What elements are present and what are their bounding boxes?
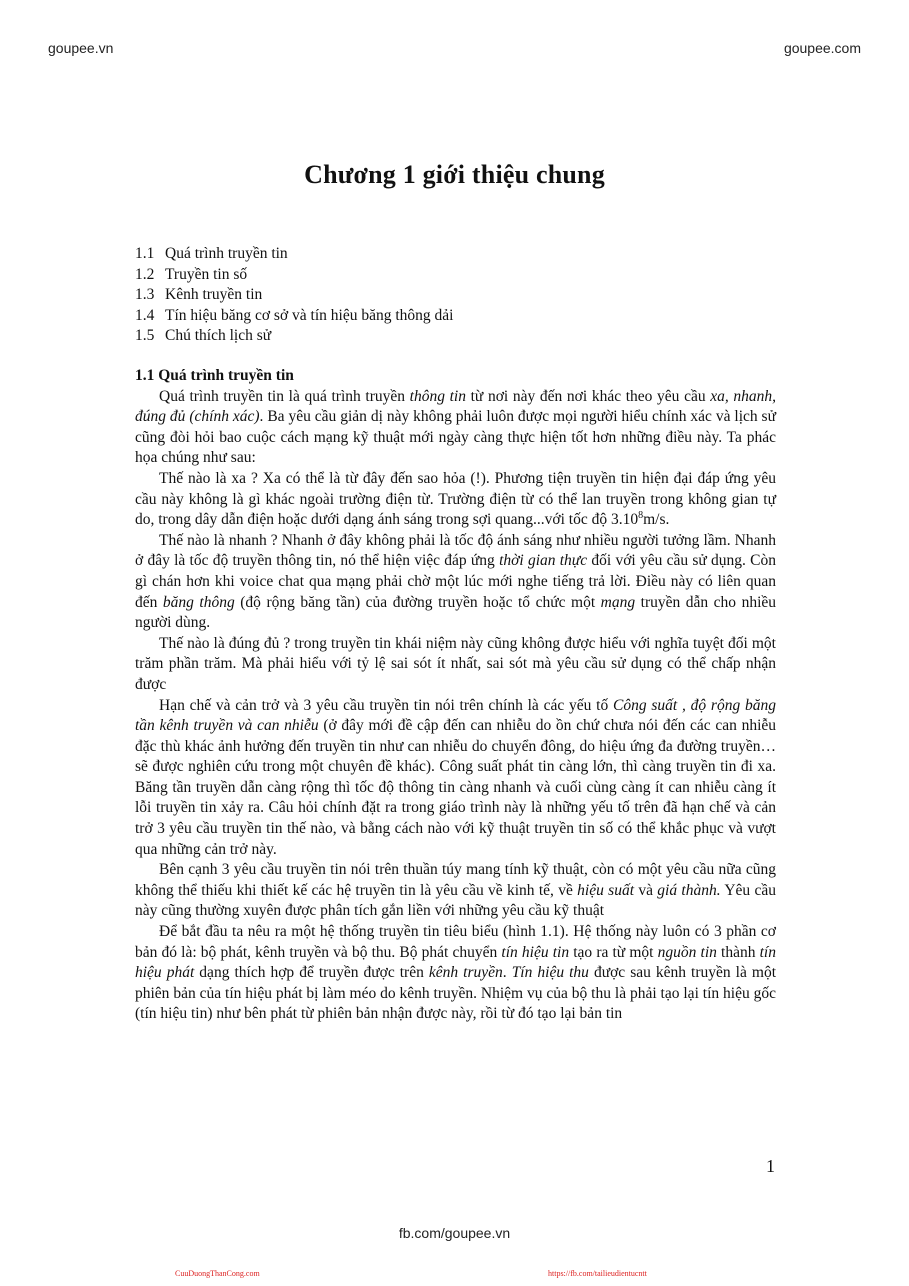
toc-item: 1.1 Quá trình truyền tin bbox=[135, 245, 288, 262]
table-of-contents bbox=[135, 244, 453, 347]
paragraph-5: Hạn chế và cản trở và 3 yêu cầu truyền tin nói trên chính là các yếu tố Công suất , độ rộng băng tần kênh truyền và can nhiễu (ở đây mới đề cập đến can nhiễu do ồn chứ chưa nói đến các can nhiễu đặc thù khác ảnh hưởng đến truyền tin như can nhiễu do chuyển đông, do hiệu ứng đa đường truyền…sẽ được nghiên cứu trong một chuyên đề khác). Công suất phát tin càng lớn, thì càng truyền tin đi xa. Băng tần truyền dẫn càng rộng thì tốc độ thông tin càng nhanh và cuối cùng càng ít can nhiễu càng ít lỗi truyền tin xảy ra. Câu hỏi chính đặt ra trong giáo trình này là những yếu tố trên đã hạn chế và cản trở 3 yêu cầu truyền tin thế nào, và bằng cách nào với kỹ thuật truyền tin số có thể khắc phục và vượt qua những cản trở này. bbox=[135, 696, 777, 858]
page-number: 1 bbox=[766, 1156, 775, 1176]
paragraph-6: Bên cạnh 3 yêu cầu truyền tin nói trên thuần túy mang tính kỹ thuật, còn có một yêu cầu nữa cũng không thể thiếu khi thiết kế các hệ truyền tin là yêu cầu về kinh tế, về hiệu suất và giá thành. Yêu cầu này cũng thường xuyên được phân tích gắn liền với những yêu cầu kỹ thuật bbox=[135, 861, 776, 920]
toc-item: 1.3 Kênh truyền tin bbox=[135, 286, 263, 304]
header-right: goupee.com bbox=[783, 40, 861, 56]
toc-item: 1.5 Chú thích lịch sử bbox=[135, 327, 272, 345]
paragraph-1: Quá trình truyền tin là quá trình truyền thông tin từ nơi này đến nơi khác theo yêu cầu xa, nhanh, đúng đủ (chính xác). Ba yêu cầu giản dị này không phải luôn được mọi người hiểu chính xác và lịch sử cũng đòi hỏi bao cuộc cách mạng kỹ thuật mới ngày càng thực hiện tốt hơn những điều này. Ta phác họa chúng như sau: bbox=[135, 387, 777, 467]
paragraph-3: Thế nào là nhanh ? Nhanh ở đây không phải là tốc độ ánh sáng như nhiều người tưởng lầm. Nhanh ở đây là tốc độ truyền thông tin, nó thể hiện việc đáp ứng thời gian thực đối với yêu cầu sử dụng. Còn gì chán hơn khi voice chat qua mạng phải chờ một lúc mới nghe tiếng trả lời. Điều này có liên quan đến băng thông (độ rộng băng tần) của đường truyền hoặc tổ chức một mạng truyền dẫn cho nhiều người dùng. bbox=[135, 531, 777, 632]
footer-link[interactable]: fb.com/goupee.vn bbox=[398, 1225, 511, 1241]
toc-item: 1.4 Tín hiệu băng cơ sở và tín hiệu băng thông dải bbox=[135, 306, 454, 324]
watermark-left[interactable]: CuuDuongThanCong.com bbox=[175, 1269, 260, 1278]
watermark-right[interactable]: https://fb.com/tailieudientucntt bbox=[548, 1269, 647, 1278]
chapter-title: Chương 1 giới thiệu chung bbox=[304, 160, 605, 189]
section-heading: 1.1 Quá trình truyền tin bbox=[135, 367, 294, 384]
toc-item: 1.2 Truyền tin số bbox=[135, 265, 248, 283]
paragraph-4: Thế nào là đúng đủ ? trong truyền tin khái niệm này cũng không được hiểu với nghĩa tuyệt đối một trăm phần trăm. Mà phải hiểu với tỷ lệ sai sót ít nhất, sai sót mà yêu cầu sử dụng có thể chấp nhận được bbox=[135, 634, 776, 693]
paragraph-7: Để bắt đầu ta nêu ra một hệ thống truyền tin tiêu biểu (hình 1.1). Hệ thống này luôn có 3 phần cơ bản đó là: bộ phát, kênh truyền và bộ thu. Bộ phát chuyển tín hiệu tin tạo ra từ một nguồn tin thành tín hiệu phát dạng thích hợp để truyền được trên kênh truyền. Tín hiệu thu được sau kênh truyền là một phiên bản của tín hiệu phát bị làm méo do kênh truyền. Nhiệm vụ của bộ thu là phải tạo lại tín hiệu gốc (tín hiệu tin) như bên phát từ phiên bản nhận được này, rồi từ đó tạo lại bản tin bbox=[135, 923, 777, 1023]
header-left: goupee.vn bbox=[48, 40, 114, 56]
paragraph-2: Thế nào là xa ? Xa có thể là từ đây đến sao hỏa (!). Phương tiện truyền tin hiện đại đáp ứng yêu cầu này không là gì khác ngoài trường điện từ. Trường điện từ có thể lan truyền trong không gian tự do, trong dây dẫn điện hoặc dưới dạng ánh sáng trong sợi quang...với tốc độ 3.10$^8$m/s. bbox=[135, 469, 776, 529]
section-body bbox=[135, 366, 776, 1025]
